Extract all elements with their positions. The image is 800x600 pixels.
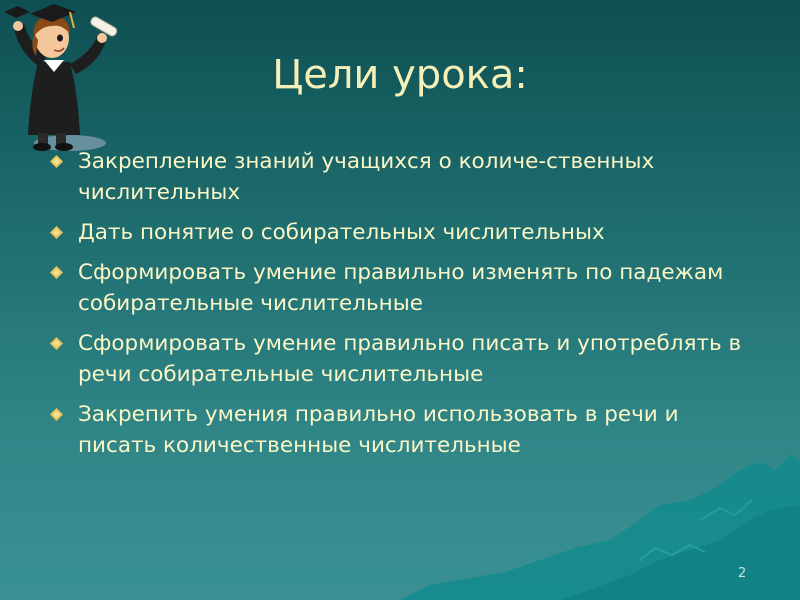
- bullet-text: Сформировать умение правильно изменять по падежам собирательные числительные: [78, 260, 724, 316]
- diamond-bullet-icon: [50, 226, 63, 239]
- bullet-item: [48, 399, 748, 461]
- diamond-bullet-icon: [50, 266, 63, 279]
- bullet-item: [48, 146, 748, 208]
- bullet-text: Закрепить умения правильно использовать в речи и писать количественные числительные: [78, 402, 679, 458]
- diamond-bullet-icon: [50, 155, 63, 168]
- page-number: 2: [738, 566, 747, 581]
- bullet-text: Дать понятие о собирательных числительных: [78, 220, 605, 245]
- bullet-text: Сформировать умение правильно писать и употреблять в речи собирательные числительные: [78, 331, 742, 387]
- diamond-bullet-icon: [50, 408, 63, 421]
- graduate-clipart-icon: [0, 0, 125, 165]
- bullet-list: [48, 146, 748, 470]
- bullet-item: [48, 217, 748, 248]
- bullet-item: [48, 257, 748, 319]
- slide-title: Цели урока:: [272, 52, 528, 98]
- diamond-bullet-icon: [50, 337, 63, 350]
- bullet-text: Закрепление знаний учащихся о количе-ственных числительных: [78, 149, 655, 205]
- bullet-item: [48, 328, 748, 390]
